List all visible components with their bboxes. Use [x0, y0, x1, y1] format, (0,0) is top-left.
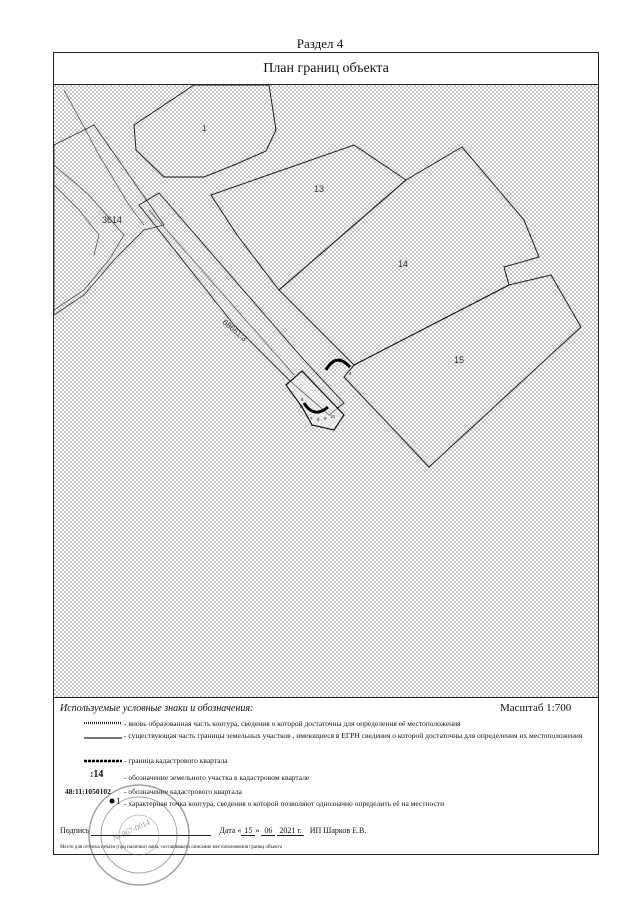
boundary-plan-map [54, 85, 598, 698]
legend-parcel-symbol: :14 [90, 769, 104, 780]
parcel-label: 3614 [102, 215, 123, 225]
point-label: 5 [301, 397, 304, 402]
round-stamp [84, 780, 194, 890]
parcel-label: 68661:3 [220, 317, 249, 344]
parcel-label: 14 [398, 259, 409, 269]
point-label: 9 [324, 416, 327, 421]
signer-name: ИП Шарков Е.В. [309, 826, 367, 835]
legend-point-text: - характерная точка контура, сведения о которой позволяют однозначно определить её на местности [124, 799, 445, 808]
legend-quarter-text: - обозначение кадастрового квартала [124, 787, 242, 796]
stamp-number-text: № 967-00 [111, 821, 145, 843]
legend-quarter-boundary-text: - граница кадастрового квартала [124, 756, 228, 765]
point-label: 4 [349, 371, 352, 376]
parcel-label: 1 [202, 124, 207, 133]
legend-point-number: 1 [116, 796, 121, 806]
date-month: 06 [261, 826, 275, 836]
map-hatch-background [54, 85, 598, 697]
point-label: 2 [340, 357, 343, 362]
date-day: 15 [241, 826, 255, 836]
point-label: 7 [310, 416, 313, 421]
point-label: 10 [330, 414, 336, 419]
date-label: Дата [219, 826, 236, 835]
legend-new-contour-text: - вновь образованная часть контура, сведения о которой достаточны для определения её местоположения [124, 719, 461, 728]
legend-quarter-boundary-symbol [84, 756, 124, 766]
footnote: Место для оттиска печати (при наличии) лица, составившего описание местоположения границ объекта [60, 845, 282, 850]
point-label: 1 [332, 359, 335, 364]
parcel-label: 13 [314, 184, 325, 194]
point-label: 8 [317, 417, 320, 422]
section-title: Раздел 4 [296, 36, 344, 51]
legend-existing-boundary-text: - существующая часть границы земельных участков , имеющиеся в ЕГРН сведения о которой достаточны для определения их местоположения [124, 731, 583, 740]
parcel-label: 15 [454, 355, 465, 365]
legend-heading: Используемые условные знаки и обозначения: [60, 703, 254, 714]
stamp-suffix-text: 14 [140, 817, 152, 830]
signature-label: Подпись [60, 826, 90, 835]
point-label: 3 [347, 363, 350, 368]
legend-parcel-text: - обозначение земельного участка в кадастровом квартале [124, 773, 310, 782]
page-title: План границ объекта [53, 52, 599, 85]
legend-quarter-symbol: 48:11:1050102 [65, 787, 111, 796]
legend-new-contour-symbol [84, 718, 124, 728]
legend-existing-boundary-symbol [84, 733, 124, 743]
point-label: 6 [300, 404, 303, 409]
scale-label: Масштаб 1:700 [500, 702, 572, 714]
date-year: 2021 г. [279, 826, 302, 835]
signature-row: Подпись Дата « 15 » 06 2021 г. ИП Шарков Е.В. [60, 826, 367, 835]
